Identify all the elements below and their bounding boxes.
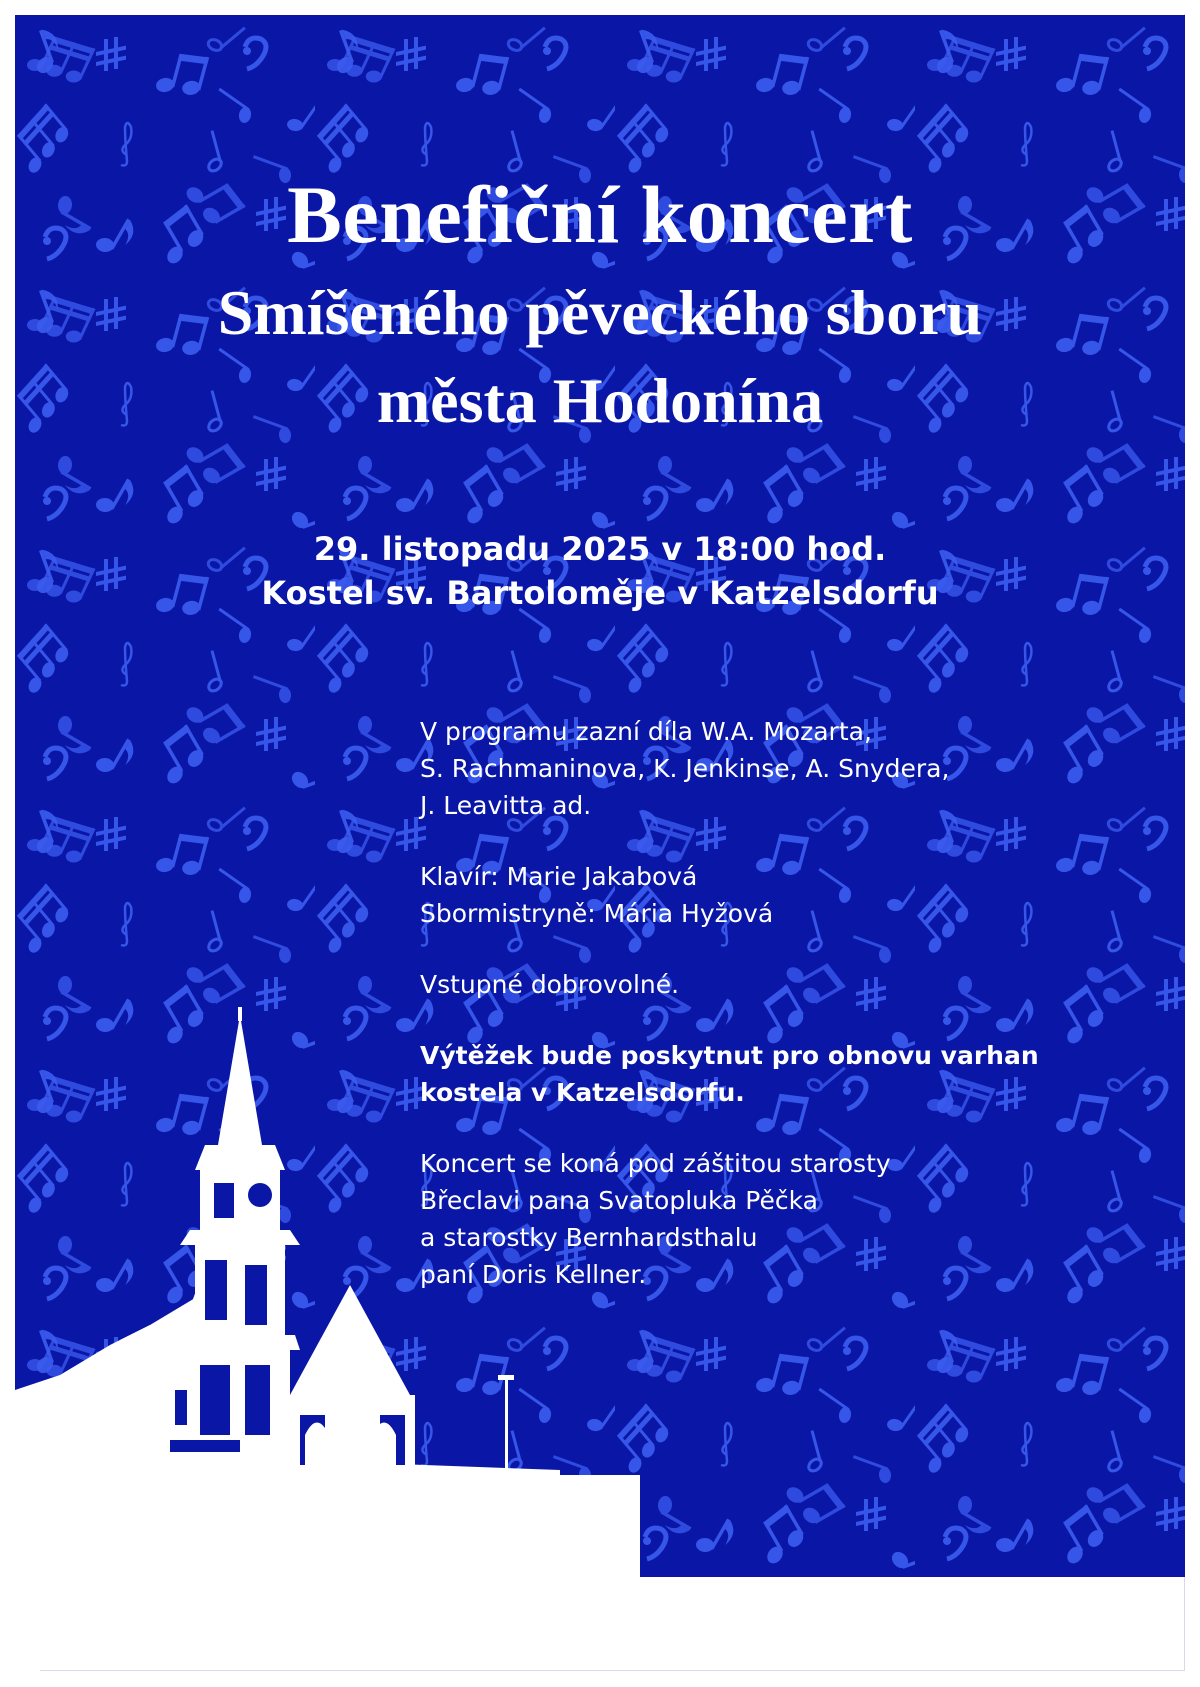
patronage-line: a starostky Bernhardsthalu	[420, 1223, 758, 1252]
performers-paragraph	[420, 858, 1140, 932]
patronage-line: Břeclavi pana Svatopluka Pěčka	[420, 1186, 818, 1215]
event-venue: Kostel sv. Bartoloměje v Katzelsdorfu	[261, 574, 939, 612]
church-silhouette-icon	[0, 995, 640, 1595]
program-paragraph	[420, 713, 1140, 824]
admission-text: Vstupné dobrovolné.	[420, 970, 680, 999]
proceeds-line: kostela v Katzelsdorfu.	[420, 1078, 745, 1107]
program-line: V programu zazní díla W.A. Mozarta,	[420, 717, 872, 746]
title-line-choir: Smíšeného pěveckého sboru	[217, 277, 983, 348]
choirmaster: Sbormistryně: Mária Hyžová	[420, 899, 774, 928]
program-line: J. Leavitta ad.	[420, 791, 592, 820]
title-line-city: města Hodonína	[376, 365, 824, 436]
poster-title	[15, 165, 1185, 445]
proceeds-line: Výtěžek bude poskytnut pro obnovu varhan	[420, 1041, 1039, 1070]
patronage-line: Koncert se koná pod záštitou starosty	[420, 1149, 891, 1178]
piano-performer: Klavír: Marie Jakabová	[420, 862, 698, 891]
patronage-line: paní Doris Kellner.	[420, 1260, 647, 1289]
event-date-time: 29. listopadu 2025 v 18:00 hod.	[313, 530, 887, 568]
title-line-concert: Benefiční koncert	[287, 169, 913, 260]
program-line: S. Rachmaninova, K. Jenkinse, A. Snydera,	[420, 754, 950, 783]
event-details	[15, 527, 1185, 615]
